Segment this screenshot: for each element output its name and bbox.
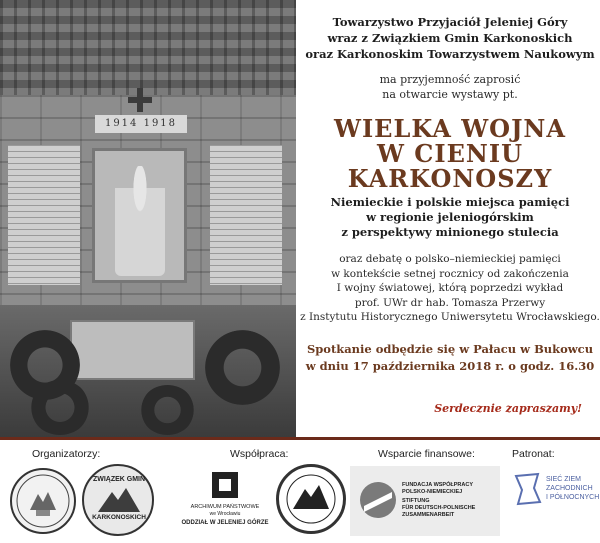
archive-text: ODDZIAŁ W JELENIEJ GÓRZE: [181, 520, 269, 526]
archive-logo: [180, 468, 270, 538]
szzip-logo: [512, 466, 600, 536]
archive-text: we Wrocławiu: [209, 511, 241, 517]
szzip-text: I PÓŁNOCNYCH: [546, 494, 600, 501]
support-label: Wsparcie finansowe:: [378, 448, 475, 460]
memorial-photo: [0, 0, 296, 437]
memorial-relief: [92, 148, 187, 283]
exhibition-title: WIELKA WOJNA: [334, 114, 566, 143]
fwpn-logo: [350, 466, 500, 536]
ktn-emblem-icon: [279, 467, 343, 531]
wreath: [205, 330, 280, 405]
memorial-years-plaque: 1914 1918: [95, 115, 187, 133]
meeting-info: w dniu 17 października 2018 r. o godz. 16.30: [305, 358, 595, 373]
ktn-logo: [276, 464, 346, 534]
relief-figure: [115, 166, 165, 276]
closing-text: Serdecznie zapraszamy!: [434, 402, 582, 415]
tpjg-emblem-icon: [12, 470, 74, 532]
fwpn-text: FÜR DEUTSCH-POLNISCHE: [402, 505, 476, 511]
memorial-names-tablet-right: [210, 145, 282, 285]
zgk-logo: [82, 464, 154, 536]
fwpn-text: STIFTUNG: [402, 498, 430, 504]
patron-label: Patronat:: [512, 448, 555, 460]
tpjg-logo: [10, 468, 76, 534]
footer: [0, 440, 600, 543]
invite-line: ma przyjemność zaprosić: [379, 73, 521, 86]
fwpn-text: ZUSAMMENARBEIT: [402, 512, 455, 518]
debate-line: prof. UWr dr hab. Tomasza Przerwy: [354, 296, 546, 309]
zgk-bottom-text: KARKONOSKICH: [92, 514, 146, 521]
debate-line: oraz debatę o polsko–niemieckiej pamięci: [339, 253, 561, 265]
debate-line: w kontekście setnej rocznicy od zakończenia: [331, 267, 569, 280]
archive-text: ARCHIWUM PAŃSTWOWE: [190, 504, 260, 510]
cooperation-label: Współpraca:: [230, 448, 289, 460]
zgk-top-text: ZWIĄZEK GMIN: [92, 476, 146, 483]
exhibition-title: KARKONOSZY: [347, 164, 553, 193]
wreath: [140, 385, 195, 435]
exhibition-subtitle: Niemieckie i polskie miejsca pamięci: [330, 195, 570, 209]
invitation-text: [300, 0, 600, 375]
organizer-line: Towarzystwo Przyjaciół Jeleniej Góry: [332, 15, 568, 29]
exhibition-title: W CIENIU: [376, 139, 524, 168]
szzip-text: SIEĆ ZIEM: [546, 476, 582, 483]
mountain-icon: [84, 466, 152, 534]
szzip-text: ZACHODNICH: [546, 485, 593, 492]
debate-line: I wojny światowej, którą poprzedzi wykład: [336, 282, 564, 294]
cross-icon: [128, 88, 152, 112]
wreath: [30, 380, 90, 435]
organizer-line: oraz Karkonoskim Towarzystwem Naukowym: [305, 47, 595, 61]
exhibition-subtitle: z perspektywy minionego stulecia: [341, 225, 559, 239]
meeting-info: Spotkanie odbędzie się w Pałacu w Bukowcu: [306, 341, 594, 356]
fwpn-text: FUNDACJA WSPÓŁPRACY: [402, 482, 473, 488]
memorial-roof: [0, 0, 296, 95]
memorial-names-tablet-left: [8, 145, 80, 285]
exhibition-subtitle: w regionie jeleniogórskim: [366, 210, 534, 224]
organizer-line: wraz z Związkiem Gmin Karkonoskich: [327, 31, 573, 45]
fwpn-emblem-icon: [358, 480, 398, 520]
invite-line: na otwarcie wystawy pt.: [382, 88, 518, 101]
archive-emblem-icon: [210, 470, 240, 500]
debate-line: z Instytutu Historycznego Uniwersytetu Wrocławskiego.: [300, 311, 600, 323]
fwpn-text: POLSKO-NIEMIECKIEJ: [402, 489, 463, 495]
memorial-altar: [70, 320, 195, 380]
network-icon: [512, 472, 542, 506]
organizers-label: Organizatorzy:: [32, 448, 101, 460]
